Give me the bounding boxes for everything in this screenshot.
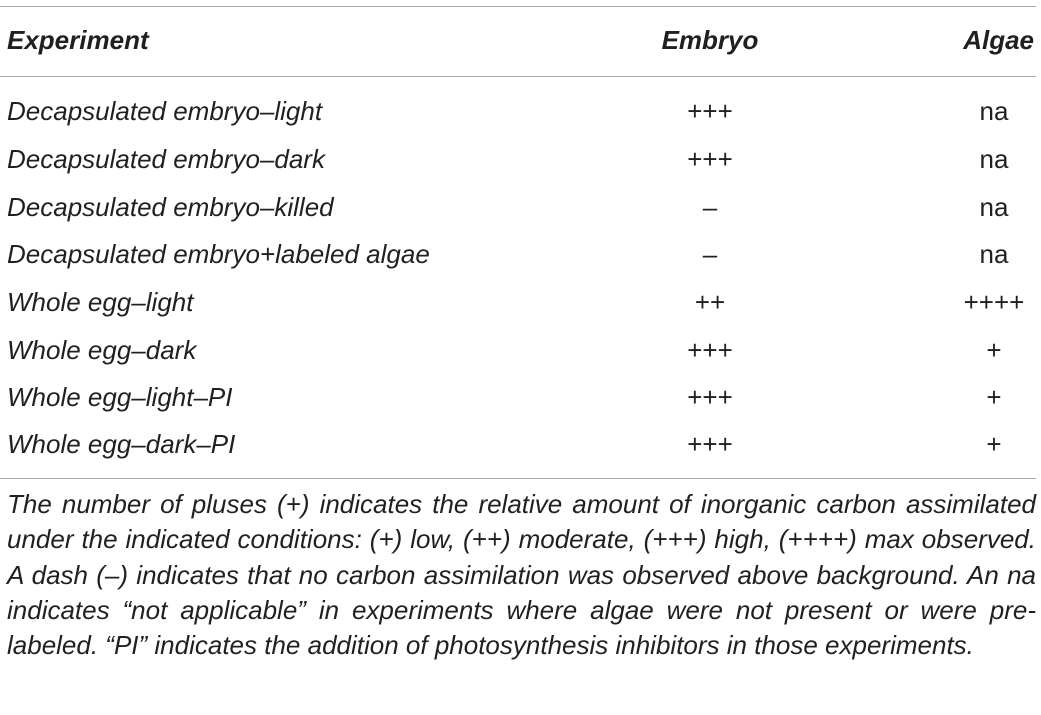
experiment-cell: Decapsulated embryo–killed <box>7 192 334 222</box>
embryo-cell: – <box>702 192 718 222</box>
algae-cell: + <box>986 382 1002 412</box>
header-algae: Algae <box>963 25 1034 55</box>
table-header-rule <box>0 76 1036 77</box>
table-row <box>0 88 1036 135</box>
embryo-cell: +++ <box>687 335 733 365</box>
experiment-cell: Whole egg–dark–PI <box>7 429 236 459</box>
table-row <box>0 421 1036 468</box>
table-footnote: The number of pluses (+) indicates the relative amount of inorganic carbon assimilated under the indicated conditions: (+) low, (++) moderate, (+++) high, (++++) max observed. A dash (–) indicates that no carbon assimilation was observed above background. An na indicates “not applicable” in experiments where algae were not present or were pre-labeled. “PI” indicates the addition of photosynthesis inhibitors in those experiments. <box>7 489 1036 661</box>
experiment-cell: Whole egg–dark <box>7 335 197 365</box>
embryo-cell: ++ <box>694 287 726 317</box>
table-row <box>0 374 1036 421</box>
algae-cell: ++++ <box>963 287 1025 317</box>
experiment-cell: Decapsulated embryo–light <box>7 96 323 126</box>
table-row <box>0 279 1036 326</box>
embryo-cell: +++ <box>687 382 733 412</box>
table-bottom-rule <box>0 478 1036 479</box>
algae-cell: na <box>979 192 1009 222</box>
table-row <box>0 184 1036 231</box>
algae-cell: na <box>979 144 1009 174</box>
experiment-cell: Whole egg–light–PI <box>7 382 233 412</box>
algae-cell: + <box>986 429 1002 459</box>
table-row <box>0 327 1036 374</box>
embryo-cell: +++ <box>687 429 733 459</box>
experiment-cell: Decapsulated embryo–dark <box>7 144 325 174</box>
table-row <box>0 136 1036 183</box>
experiment-cell: Whole egg–light <box>7 287 194 317</box>
algae-cell: + <box>986 335 1002 365</box>
embryo-cell: +++ <box>687 144 733 174</box>
header-embryo: Embryo <box>661 25 759 55</box>
embryo-cell: – <box>702 239 718 269</box>
embryo-cell: +++ <box>687 96 733 126</box>
algae-cell: na <box>979 239 1009 269</box>
experiment-cell: Decapsulated embryo+labeled algae <box>7 239 430 269</box>
table-row <box>0 231 1036 278</box>
header-experiment: Experiment <box>7 25 149 55</box>
table-header-row <box>0 17 1036 64</box>
table-top-rule <box>0 6 1036 7</box>
algae-cell: na <box>979 96 1009 126</box>
